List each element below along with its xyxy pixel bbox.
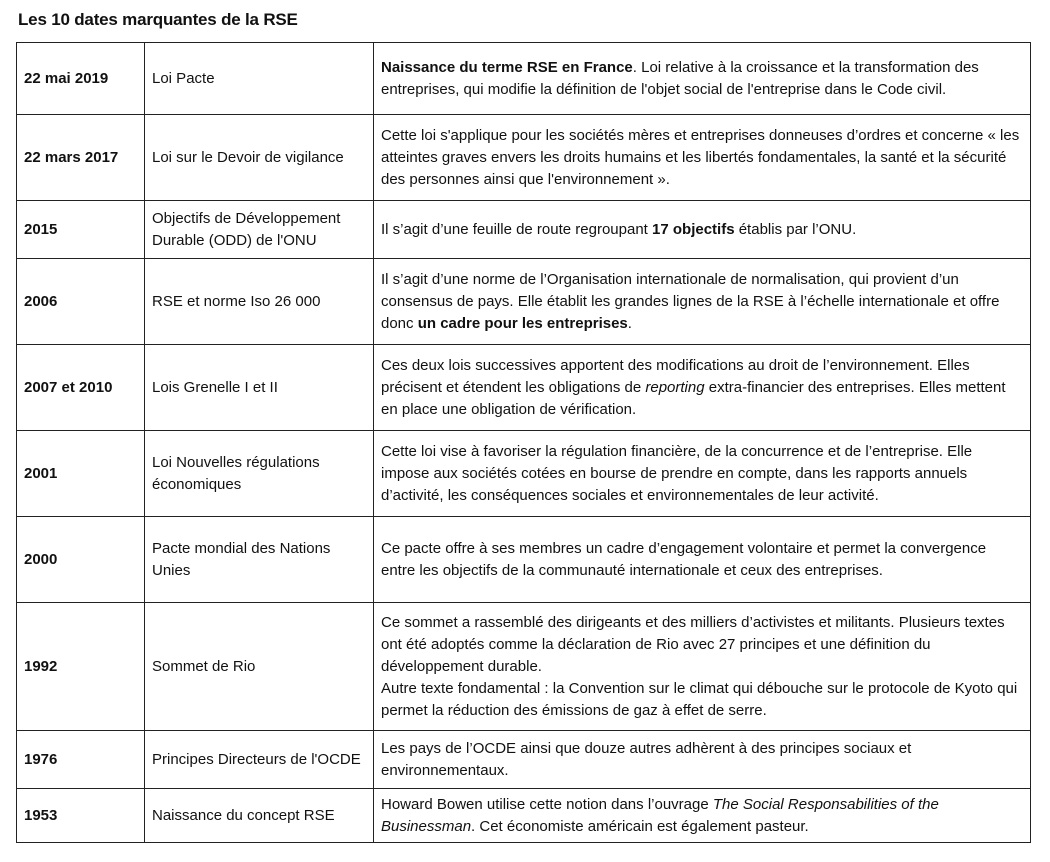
row-description: [374, 345, 1031, 431]
emphasis-bold: 17 objectifs: [652, 220, 735, 238]
description-text: Les pays de l’OCDE ainsi que douze autres adhèrent à des principes sociaux et environnementaux.: [381, 739, 912, 779]
row-law: Loi Pacte: [145, 43, 374, 115]
row-law: Pacte mondial des Nations Unies: [145, 517, 374, 603]
table-row: [17, 201, 1031, 259]
row-description: [374, 517, 1031, 603]
emphasis-bold: un cadre pour les entreprises: [417, 314, 628, 332]
row-description: [374, 731, 1031, 789]
row-description: [374, 603, 1031, 731]
row-law: Principes Directeurs de l'OCDE: [145, 731, 374, 789]
row-date: 22 mars 2017: [17, 115, 145, 201]
row-date: 22 mai 2019: [17, 43, 145, 115]
description-text: .: [627, 314, 632, 332]
table-row: [17, 115, 1031, 201]
row-law: RSE et norme Iso 26 000: [145, 259, 374, 345]
description-text: Ces deux lois successives apportent des modifications au droit de l’environnement. Elles précisent et étendent les obligations de: [381, 356, 970, 396]
row-date: 2007 et 2010: [17, 345, 145, 431]
description-text: . Cet économiste américain est également pasteur.: [471, 817, 809, 835]
row-description: [374, 43, 1031, 115]
row-description: [374, 789, 1031, 843]
row-date: 1976: [17, 731, 145, 789]
description-text: Ce pacte offre à ses membres un cadre d’engagement volontaire et permet la convergence entre les objectifs de la communauté internationale et ceux des entreprises.: [381, 539, 987, 579]
table-row: [17, 345, 1031, 431]
description-text: Il s’agit d’une norme de l’Organisation internationale de normalisation, qui provient d’un consensus de pays. Elle établit les grandes lignes de la RSE à l’échelle internationale et offre donc: [381, 270, 1000, 332]
description-text: établis par l’ONU.: [734, 220, 857, 238]
row-law: Loi sur le Devoir de vigilance: [145, 115, 374, 201]
description-text: . Loi relative à la croissance et la transformation des entreprises, qui modifie la définition de l'objet social de l'entreprise dans le Code civil.: [381, 58, 979, 98]
rse-dates-table: [16, 42, 1031, 843]
row-description: [374, 201, 1031, 259]
description-text: Cette loi s'applique pour les sociétés mères et entreprises donneuses d’ordres et concerne « les atteintes graves envers les droits humains et les libertés fondamentales, la santé et la sécurité des personnes ainsi que l'environnement ».: [381, 126, 1020, 188]
description-text: Howard Bowen utilise cette notion dans l’ouvrage: [381, 795, 713, 813]
description-text: Cette loi vise à favoriser la régulation financière, de la concurrence et de l’entreprise. Elle impose aux sociétés cotées en bourse de prendre en compte, dans les rapports annuels d’activité, les conséquences sociales et environnementales de leur activité.: [381, 442, 973, 504]
description-text: Ce sommet a rassemblé des dirigeants et des milliers d’activistes et militants. Plusieurs textes ont été adoptés comme la déclaration de Rio avec 27 principes et une définition du développement durable.: [381, 613, 1005, 675]
row-date: 2006: [17, 259, 145, 345]
page-title: Les 10 dates marquantes de la RSE: [18, 10, 298, 29]
row-date: 2015: [17, 201, 145, 259]
row-date: 1953: [17, 789, 145, 843]
row-description: [374, 115, 1031, 201]
row-date: 2000: [17, 517, 145, 603]
row-date: 2001: [17, 431, 145, 517]
table-row: [17, 259, 1031, 345]
table-row: [17, 43, 1031, 115]
description-text: Autre texte fondamental : la Convention sur le climat qui débouche sur le protocole de Kyoto qui permet la réduction des émissions de gaz à effet de serre.: [381, 679, 1018, 719]
table-row: [17, 603, 1031, 731]
table-row: [17, 789, 1031, 843]
description-text: extra-financier des entreprises. Elles mettent en place une obligation de vérification.: [381, 378, 1006, 418]
row-law: Naissance du concept RSE: [145, 789, 374, 843]
row-law: Objectifs de Développement Durable (ODD) de l'ONU: [145, 201, 374, 259]
row-law: Loi Nouvelles régulations économiques: [145, 431, 374, 517]
table-row: [17, 431, 1031, 517]
row-date: 1992: [17, 603, 145, 731]
description-text: Il s’agit d’une feuille de route regroupant: [381, 220, 653, 238]
emphasis-bold: Naissance du terme RSE en France: [381, 58, 633, 76]
row-description: [374, 259, 1031, 345]
row-law: Lois Grenelle I et II: [145, 345, 374, 431]
row-law: Sommet de Rio: [145, 603, 374, 731]
table-row: [17, 731, 1031, 789]
table-row: [17, 517, 1031, 603]
emphasis-italic: reporting: [645, 378, 705, 396]
emphasis-italic: The Social Responsabilities of the Businessman: [381, 795, 939, 835]
table-body: [17, 43, 1031, 843]
row-description: [374, 431, 1031, 517]
